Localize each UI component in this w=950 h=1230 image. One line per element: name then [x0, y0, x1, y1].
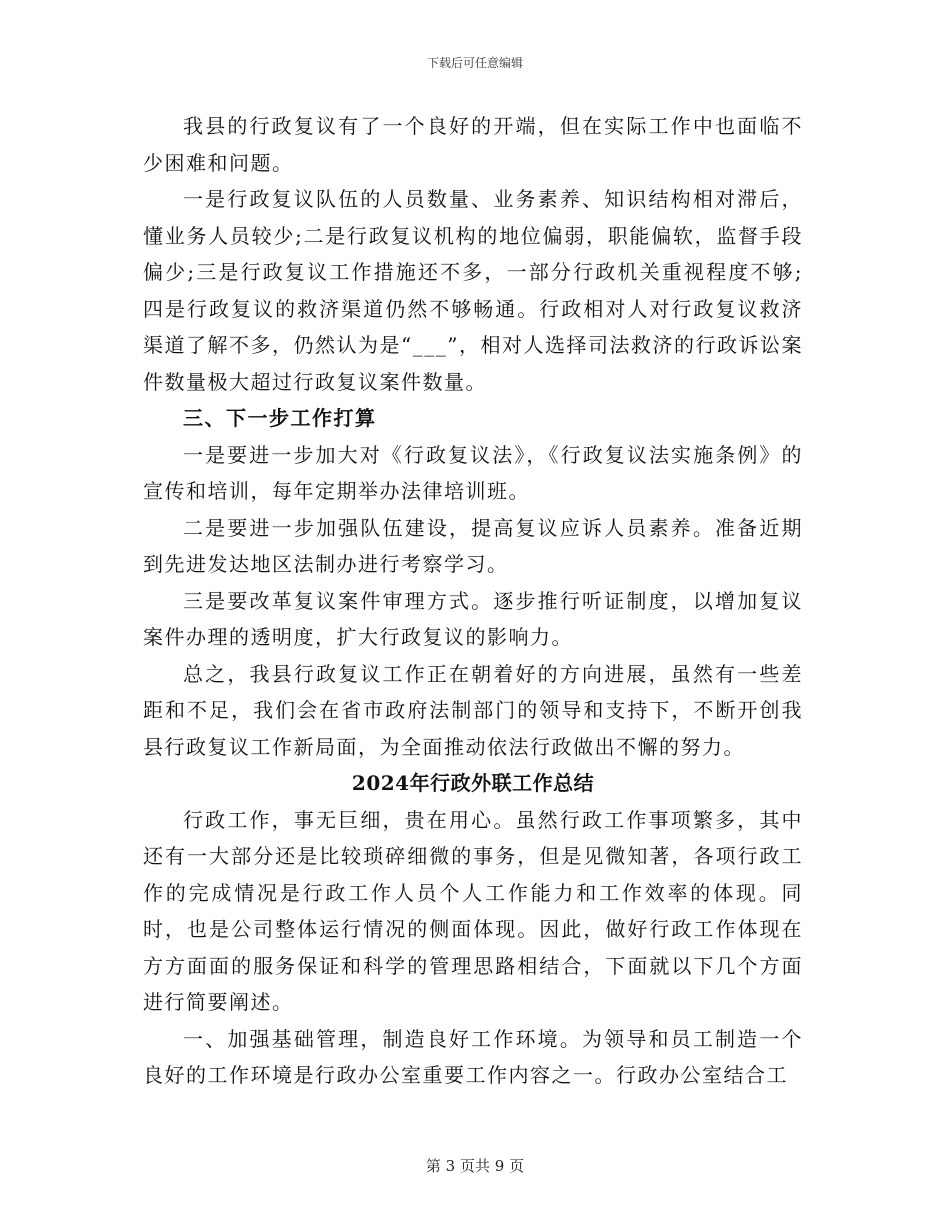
paragraph-7: 行政工作，事无巨细，贵在用心。虽然行政工作事项繁多，其中还有一大部分还是比较琐碎细微的事务，但是见微知著，各项行政工作的完成情况是行政工作人员个人工作能力和工作效率的体现。同时，也是公司整体运行情况的侧面体现。因此，做好行政工作体现在方方面面的服务保证和科学的管理思路相结合，下面就以下几个方面进行简要阐述。 — [143, 807, 803, 1014]
document-title-2: 2024年行政外联工作总结 — [351, 771, 595, 795]
paragraph-5: 三是要改革复议案件审理方式。逐步推行听证制度，以增加复议案件办理的透明度，扩大行政复议的影响力。 — [143, 588, 803, 649]
page-header: 下载后可任意编辑 — [426, 56, 523, 70]
paragraph-3: 一是要进一步加大对《行政复议法》，《行政复议法实施条例》的宣传和培训，每年定期举办法律培训班。 — [143, 442, 803, 503]
document-body — [143, 108, 803, 1094]
paragraph-8: 一、加强基础管理，制造良好工作环境。为领导和员工制造一个良好的工作环境是行政办公室重要工作内容之一。行政办公室结合工 — [143, 1026, 803, 1087]
page-footer: 第 3 页共 9 页 — [425, 1157, 525, 1175]
section-heading-next-steps: 三、下一步工作打算 — [183, 406, 377, 430]
paragraph-1: 我县的行政复议有了一个良好的开端，但在实际工作中也面临不少困难和问题。 — [143, 114, 803, 175]
paragraph-2: 一是行政复议队伍的人员数量、业务素养、知识结构相对滞后，懂业务人员较少;二是行政复议机构的地位偏弱，职能偏软，监督手段偏少;三是行政复议工作措施还不多，一部分行政机关重视程度不够;四是行政复议的救济渠道仍然不够畅通。行政相对人对行政复议救济渠道了解不多，仍然认为是“___”，相对人选择司法救济的行政诉讼案件数量极大超过行政复议案件数量。 — [143, 187, 803, 394]
paragraph-4: 二是要进一步加强队伍建设，提高复议应诉人员素养。准备近期到先进发达地区法制办进行考察学习。 — [143, 515, 803, 576]
paragraph-6: 总之，我县行政复议工作正在朝着好的方向进展，虽然有一些差距和不足，我们会在省市政府法制部门的领导和支持下，不断开创我县行政复议工作新局面，为全面推动依法行政做出不懈的努力。 — [143, 661, 803, 759]
